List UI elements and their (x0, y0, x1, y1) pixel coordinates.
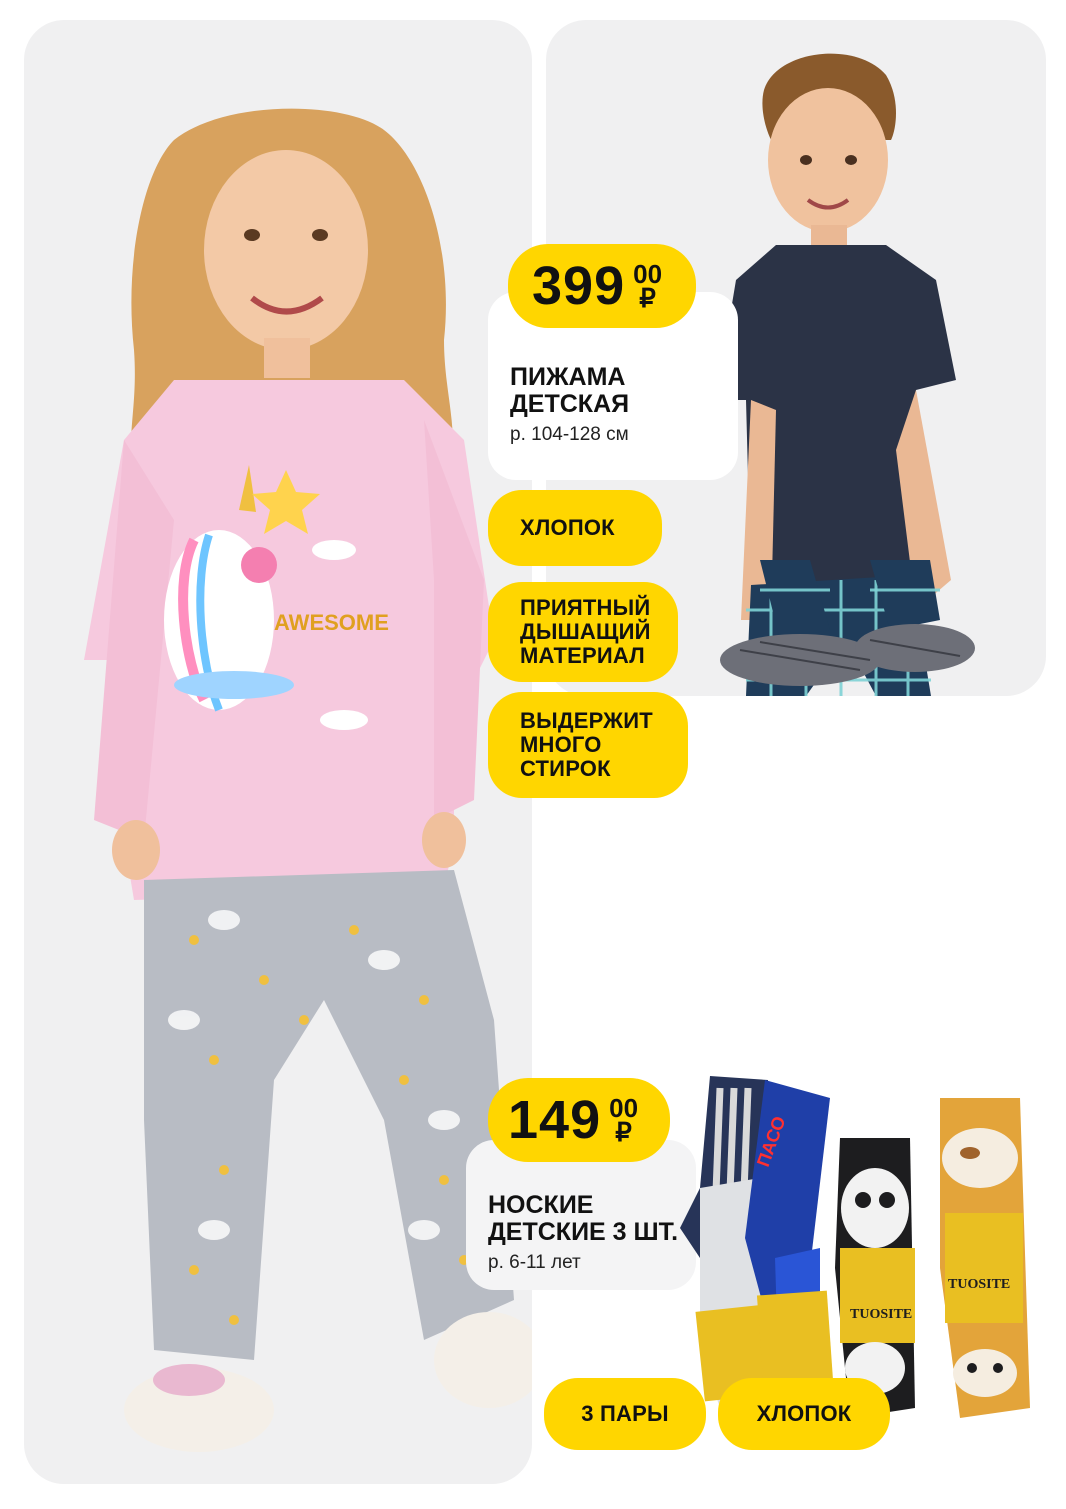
boy-slippers-photo (700, 560, 1000, 690)
girl-pajama-photo (24, 20, 532, 1484)
title-line: ДЕТСКИЕ 3 ШТ. (488, 1218, 679, 1246)
feature-badge-breathable (488, 582, 678, 682)
title-line: ДЕТСКАЯ (510, 390, 630, 418)
size-label: р. 104-128 см (510, 424, 629, 445)
price-fraction (609, 1095, 638, 1145)
price-main: 399 (532, 256, 626, 316)
sock-brand-label: TUOSITE (948, 1277, 1011, 1292)
currency-symbol: ₽ (639, 283, 656, 313)
price-main: 149 (508, 1090, 602, 1150)
feature-label: 3 ПАРЫ (581, 1401, 669, 1426)
price-kopecks: 00 (633, 259, 663, 289)
socks-title (488, 1192, 678, 1274)
feature-label: ПРИЯТНЫЙ ДЫШАЩИЙ МАТЕРИАЛ (520, 595, 651, 668)
feature-badge-cotton (488, 490, 662, 566)
svg-text:ПАСО: ПАСО (752, 1113, 790, 1170)
feature-label: ХЛОПОК (756, 1401, 852, 1426)
svg-text:AWESOME: AWESOME (274, 610, 389, 635)
price-kopecks: 00 (609, 1093, 639, 1123)
girl-photo-panel (24, 20, 532, 1484)
feature-label: ВЫДЕРЖИТ МНОГО СТИРОК (520, 708, 653, 781)
socks-price-badge (488, 1078, 670, 1162)
size-label: р. 6-11 лет (488, 1252, 581, 1273)
currency-symbol: ₽ (615, 1117, 632, 1147)
feature-badge-3-pairs (544, 1378, 706, 1450)
feature-label: ХЛОПОК (520, 515, 615, 540)
sock-brand-label: TUOSITE (850, 1307, 913, 1322)
pajama-title (510, 364, 629, 446)
title-line: НОСКИЕ (488, 1191, 594, 1219)
price-fraction (633, 261, 662, 311)
title-line: ПИЖАМА (510, 363, 626, 391)
pajama-price-badge (508, 244, 696, 328)
feature-badge-durable (488, 692, 688, 798)
feature-badge-cotton-socks (718, 1378, 890, 1450)
